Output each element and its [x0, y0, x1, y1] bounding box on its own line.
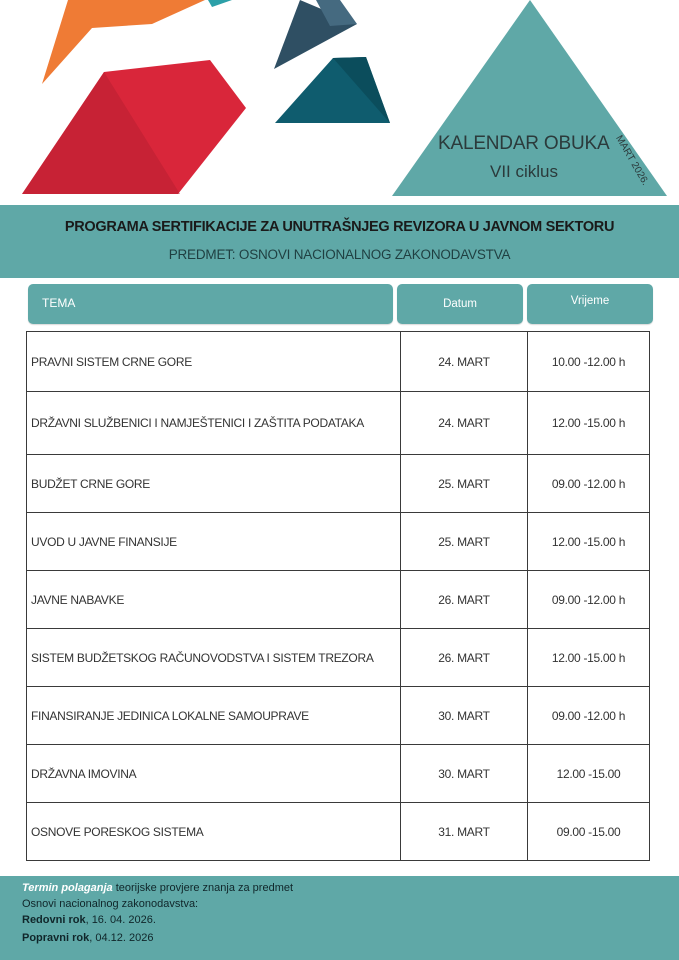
date-cell: 26. MART [401, 629, 528, 687]
exam-term-text: teorijske provjere znanja za predmet [112, 882, 294, 894]
date-cell: 26. MART [401, 571, 528, 629]
time-cell: 10.00 -12.00 h [528, 332, 650, 392]
date-cell: 31. MART [401, 803, 528, 861]
header-date [397, 284, 523, 324]
makeup-term-date: , 04.12. 2026 [89, 932, 154, 944]
table-row [27, 745, 650, 803]
topic-cell: PRAVNI SISTEM CRNE GORE [27, 332, 401, 392]
topic-cell: JAVNE NABAVKE [27, 571, 401, 629]
exam-term-line [22, 882, 293, 894]
makeup-term-line [22, 932, 153, 944]
table-row [27, 629, 650, 687]
table-row [27, 687, 650, 745]
topic-cell: UVOD U JAVNE FINANSIJE [27, 513, 401, 571]
makeup-term-label: Popravni rok [22, 932, 90, 944]
header-topic [28, 284, 393, 324]
topic-cell: DRŽAVNA IMOVINA [27, 745, 401, 803]
topic-cell: FINANSIRANJE JEDINICA LOKALNE SAMOUPRAVE [27, 687, 401, 745]
date-cell: 25. MART [401, 513, 528, 571]
small-teal-shape [208, 0, 232, 7]
header-time-label: Vrijeme [570, 295, 610, 307]
topic-cell: SISTEM BUDŽETSKOG RAČUNOVODSTVA I SISTEM TREZORA [27, 629, 401, 687]
time-cell: 12.00 -15.00 h [528, 392, 650, 455]
time-cell: 12.00 -15.00 h [528, 513, 650, 571]
time-cell: 12.00 -15.00 [528, 745, 650, 803]
calendar-title: KALENDAR OBUKA [438, 133, 610, 154]
date-cell: 24. MART [401, 332, 528, 392]
header-time [527, 284, 653, 324]
table-row [27, 392, 650, 455]
table-row [27, 513, 650, 571]
table-row [27, 332, 650, 392]
table-row [27, 455, 650, 513]
topic-cell: OSNOVE PORESKOG SISTEMA [27, 803, 401, 861]
exam-term-label: Termin polaganja [22, 882, 113, 894]
exam-subject-line: Osnovi nacionalnog zakonodavstva: [22, 898, 199, 910]
regular-term-line [22, 914, 156, 926]
date-cell: 30. MART [401, 687, 528, 745]
calendar-cycle: VII ciklus [490, 162, 559, 181]
header-date-label: Datum [443, 298, 477, 310]
time-cell: 12.00 -15.00 h [528, 629, 650, 687]
exam-footer [0, 876, 679, 960]
time-cell: 09.00 -12.00 h [528, 571, 650, 629]
header-topic-label: TEMA [42, 296, 76, 310]
topic-cell: BUDŽET CRNE GORE [27, 455, 401, 513]
calendar-month: MART 2026. [613, 133, 651, 188]
program-title: PROGRAMA SERTIFIKACIJE ZA UNUTRAŠNJEG REVIZORA U JAVNOM SEKTORU [64, 219, 615, 235]
time-cell: 09.00 -15.00 [528, 803, 650, 861]
regular-term-label: Redovni rok [22, 914, 86, 926]
schedule-table [26, 331, 650, 861]
table-row [27, 803, 650, 861]
program-band [0, 205, 679, 278]
date-cell: 24. MART [401, 392, 528, 455]
date-cell: 30. MART [401, 745, 528, 803]
decorative-shapes [0, 0, 679, 205]
topic-cell: DRŽAVNI SLUŽBENICI I NAMJEŠTENICI I ZAŠTITA PODATAKA [27, 392, 401, 455]
table-row [27, 571, 650, 629]
regular-term-date: , 16. 04. 2026. [85, 914, 156, 926]
date-cell: 25. MART [401, 455, 528, 513]
subject-title: PREDMET: OSNOVI NACIONALNOG ZAKONODAVSTVA [168, 247, 511, 262]
time-cell: 09.00 -12.00 h [528, 455, 650, 513]
time-cell: 09.00 -12.00 h [528, 687, 650, 745]
